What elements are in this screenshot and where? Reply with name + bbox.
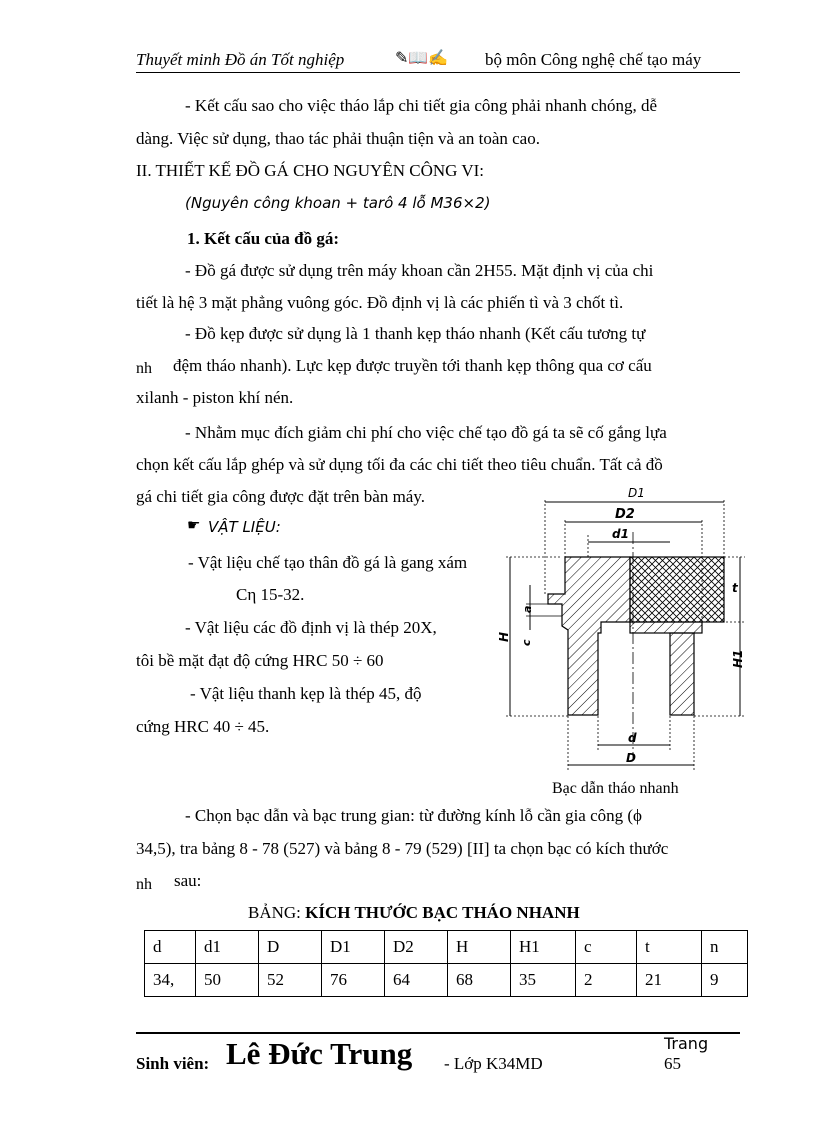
footer-page-number: 65: [664, 1054, 681, 1073]
right-stem: [670, 633, 694, 715]
footer-class: - Lớp K34MD: [444, 1054, 543, 1073]
body-left-section: [548, 557, 630, 715]
table-title: [248, 902, 580, 924]
material-line: Cη 15-32.: [236, 585, 305, 604]
paragraph-line: đệm tháo nhanh). Lực kẹp được truyền tới thanh kẹp thông qua cơ cấu: [173, 356, 652, 375]
table-cell: 2: [576, 964, 637, 997]
table-header-cell: t: [637, 931, 702, 964]
label-H1: H1: [731, 649, 745, 668]
footer-student-label: Sinh viên:: [136, 1054, 210, 1073]
materials-title: VẬT LIỆU:: [208, 518, 281, 536]
paragraph-line: 34,5), tra bảng 8 - 78 (527) và bảng 8 - 79 (529) [II] ta chọn bạc có kích thước: [136, 839, 669, 858]
paragraph-line: - Nhằm mục đích giảm chi phí cho việc chế tạo đồ gá ta sẽ cố gắng lựa: [185, 423, 667, 442]
paragraph-line: chọn kết cấu lắp ghép và sử dụng tối đa các chi tiết theo tiêu chuẩn. Tất cả đồ: [136, 455, 663, 474]
table-header-cell: D2: [385, 931, 448, 964]
figure-caption: Bạc dẫn tháo nhanh: [552, 780, 679, 797]
table-title-prefix: BẢNG:: [248, 903, 301, 922]
label-t: t: [732, 581, 738, 595]
table-row: [145, 964, 748, 997]
paragraph-line: - Kết cấu sao cho việc tháo lắp chi tiết gia công phải nhanh chóng, dễ: [185, 96, 658, 115]
table-cell: 21: [637, 964, 702, 997]
table-cell: 76: [322, 964, 385, 997]
subsection-heading: 1. Kết cấu của đồ gá:: [187, 229, 340, 248]
table-header-cell: H1: [511, 931, 576, 964]
label-H: H: [497, 631, 511, 642]
section-subtitle: (Nguyên công khoan + tarô 4 lỗ M36×2): [185, 194, 491, 212]
table-cell: 50: [196, 964, 259, 997]
footer-page-label: Trang: [664, 1034, 709, 1053]
header-title-right: bộ môn Công nghệ chế tạo máy: [485, 50, 702, 69]
pointing-hand-icon: ☛: [187, 518, 201, 534]
dimensions-table: [144, 930, 748, 997]
paragraph-line: - Chọn bạc dẫn và bạc trung gian: từ đường kính lỗ cần gia công (ϕ: [185, 806, 642, 825]
table-header-cell: c: [576, 931, 637, 964]
table-header-cell: D: [259, 931, 322, 964]
label-d1: d1: [612, 527, 629, 541]
paragraph-line: tiết là hệ 3 mặt phẳng vuông góc. Đồ định vị là các phiến tì và 3 chốt tì.: [136, 293, 624, 312]
label-c: c: [520, 639, 533, 646]
table-header-cell: H: [448, 931, 511, 964]
table-cell: 35: [511, 964, 576, 997]
table-header-cell: n: [702, 931, 748, 964]
material-line: - Vật liệu thanh kẹp là thép 45, độ: [190, 684, 422, 703]
bushing-drawing: [470, 480, 750, 780]
table-cell: 68: [448, 964, 511, 997]
table-cell: 64: [385, 964, 448, 997]
footer-rule: [136, 1032, 740, 1034]
paragraph-line: xilanh - piston khí nén.: [136, 388, 294, 407]
header-rule: [136, 72, 740, 73]
label-D: D: [626, 751, 636, 765]
paragraph-line: - Đồ gá được sử dụng trên máy khoan cần 2H55. Mặt định vị của chi: [185, 261, 654, 280]
material-line: - Vật liệu các đồ định vị là thép 20X,: [185, 618, 437, 637]
label-d: d: [628, 731, 637, 745]
table-header-cell: d: [145, 931, 196, 964]
paragraph-line: dàng. Việc sử dụng, thao tác phải thuận tiện và an toàn cao.: [136, 129, 540, 148]
label-D2: D2: [615, 507, 635, 522]
material-line: tôi bề mặt đạt độ cứng HRC 50 ÷ 60: [136, 651, 384, 670]
table-title-main: KÍCH THƯỚC BẠC THÁO NHANH: [305, 903, 580, 922]
table-cell: 52: [259, 964, 322, 997]
header-title-left: Thuyết minh Đồ án Tốt nghiệp: [136, 50, 345, 69]
knurled-head: [630, 557, 724, 622]
paragraph-fragment: nh: [136, 360, 152, 377]
table-cell: 9: [702, 964, 748, 997]
table-header-row: [145, 931, 748, 964]
section-heading: II. THIẾT KẾ ĐỒ GÁ CHO NGUYÊN CÔNG VI:: [136, 161, 485, 180]
label-a: a: [521, 605, 534, 613]
paragraph-line: sau:: [174, 871, 202, 890]
paragraph-line: - Đồ kẹp được sử dụng là 1 thanh kẹp tháo nhanh (Kết cấu tương tự: [185, 324, 646, 343]
book-pen-icon: ✎📖✍: [395, 50, 449, 67]
paragraph-fragment: nh: [136, 876, 152, 893]
table-cell: 34,: [145, 964, 196, 997]
footer-student-name: Lê Đức Trung: [226, 1036, 413, 1071]
right-flange: [630, 622, 702, 633]
material-line: cứng HRC 40 ÷ 45.: [136, 717, 270, 736]
paragraph-line: gá chi tiết gia công được đặt trên bàn máy.: [136, 487, 425, 506]
label-D1: D1: [628, 486, 645, 500]
table-header-cell: d1: [196, 931, 259, 964]
material-line: - Vật liệu chế tạo thân đồ gá là gang xám: [188, 553, 468, 572]
table-header-cell: D1: [322, 931, 385, 964]
